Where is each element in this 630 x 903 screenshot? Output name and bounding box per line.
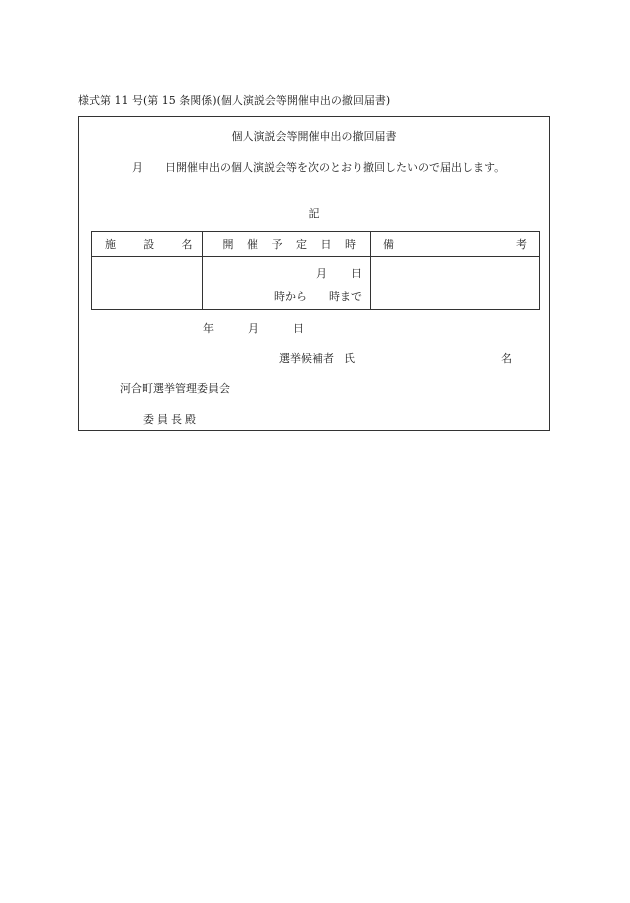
event-table	[91, 231, 540, 310]
header-char: 開	[222, 238, 234, 251]
facility-name-cell[interactable]	[92, 257, 203, 310]
header-char: 考	[516, 238, 527, 251]
time-from-label: 時から	[273, 290, 307, 303]
header-char: 施	[105, 238, 116, 251]
ki-heading: 記	[308, 207, 320, 220]
header-char: 催	[247, 238, 259, 251]
header-char: 日	[320, 238, 332, 251]
header-char: 定	[296, 238, 307, 251]
month-label: 月	[315, 267, 327, 280]
table-row	[92, 257, 540, 310]
submission-date	[203, 320, 304, 336]
addressee-chairman: 委員長殿	[143, 413, 199, 426]
remarks-cell[interactable]	[370, 257, 539, 310]
addressee-committee: 河合町選挙管理委員会	[120, 382, 230, 395]
candidate-label: 選挙候補者	[279, 352, 334, 365]
day-label: 日	[293, 322, 304, 335]
header-scheduled-datetime	[202, 232, 370, 257]
month-label: 月	[248, 322, 259, 335]
candidate-mei-label: 名	[501, 352, 512, 365]
form-number-caption: 様式第 11 号(第 15 条関係)(個人演説会等開催申出の撤回届書)	[78, 94, 391, 107]
header-char: 予	[271, 238, 283, 251]
header-facility-name	[92, 232, 203, 257]
header-char: 設	[143, 238, 155, 251]
form-frame	[78, 116, 550, 431]
header-remarks	[370, 232, 539, 257]
header-char: 名	[181, 238, 193, 251]
candidate-line	[279, 350, 355, 366]
body-text	[132, 159, 505, 175]
scheduled-datetime-cell[interactable]	[202, 257, 370, 310]
body-sentence: 日開催申出の個人演説会等を次のとおり撤回したいので届出します。	[165, 161, 506, 174]
time-range-line	[274, 288, 362, 304]
body-month-label: 月	[132, 161, 143, 174]
candidate-shi-label: 氏	[344, 352, 355, 365]
day-label: 日	[350, 267, 362, 280]
header-char: 時	[344, 238, 356, 251]
month-day-line	[316, 265, 362, 281]
table-header-row	[92, 232, 540, 257]
year-label: 年	[203, 322, 214, 335]
document-title: 個人演説会等開催申出の撤回届書	[231, 130, 397, 143]
time-to-label: 時まで	[328, 290, 362, 303]
header-char: 備	[382, 238, 394, 251]
